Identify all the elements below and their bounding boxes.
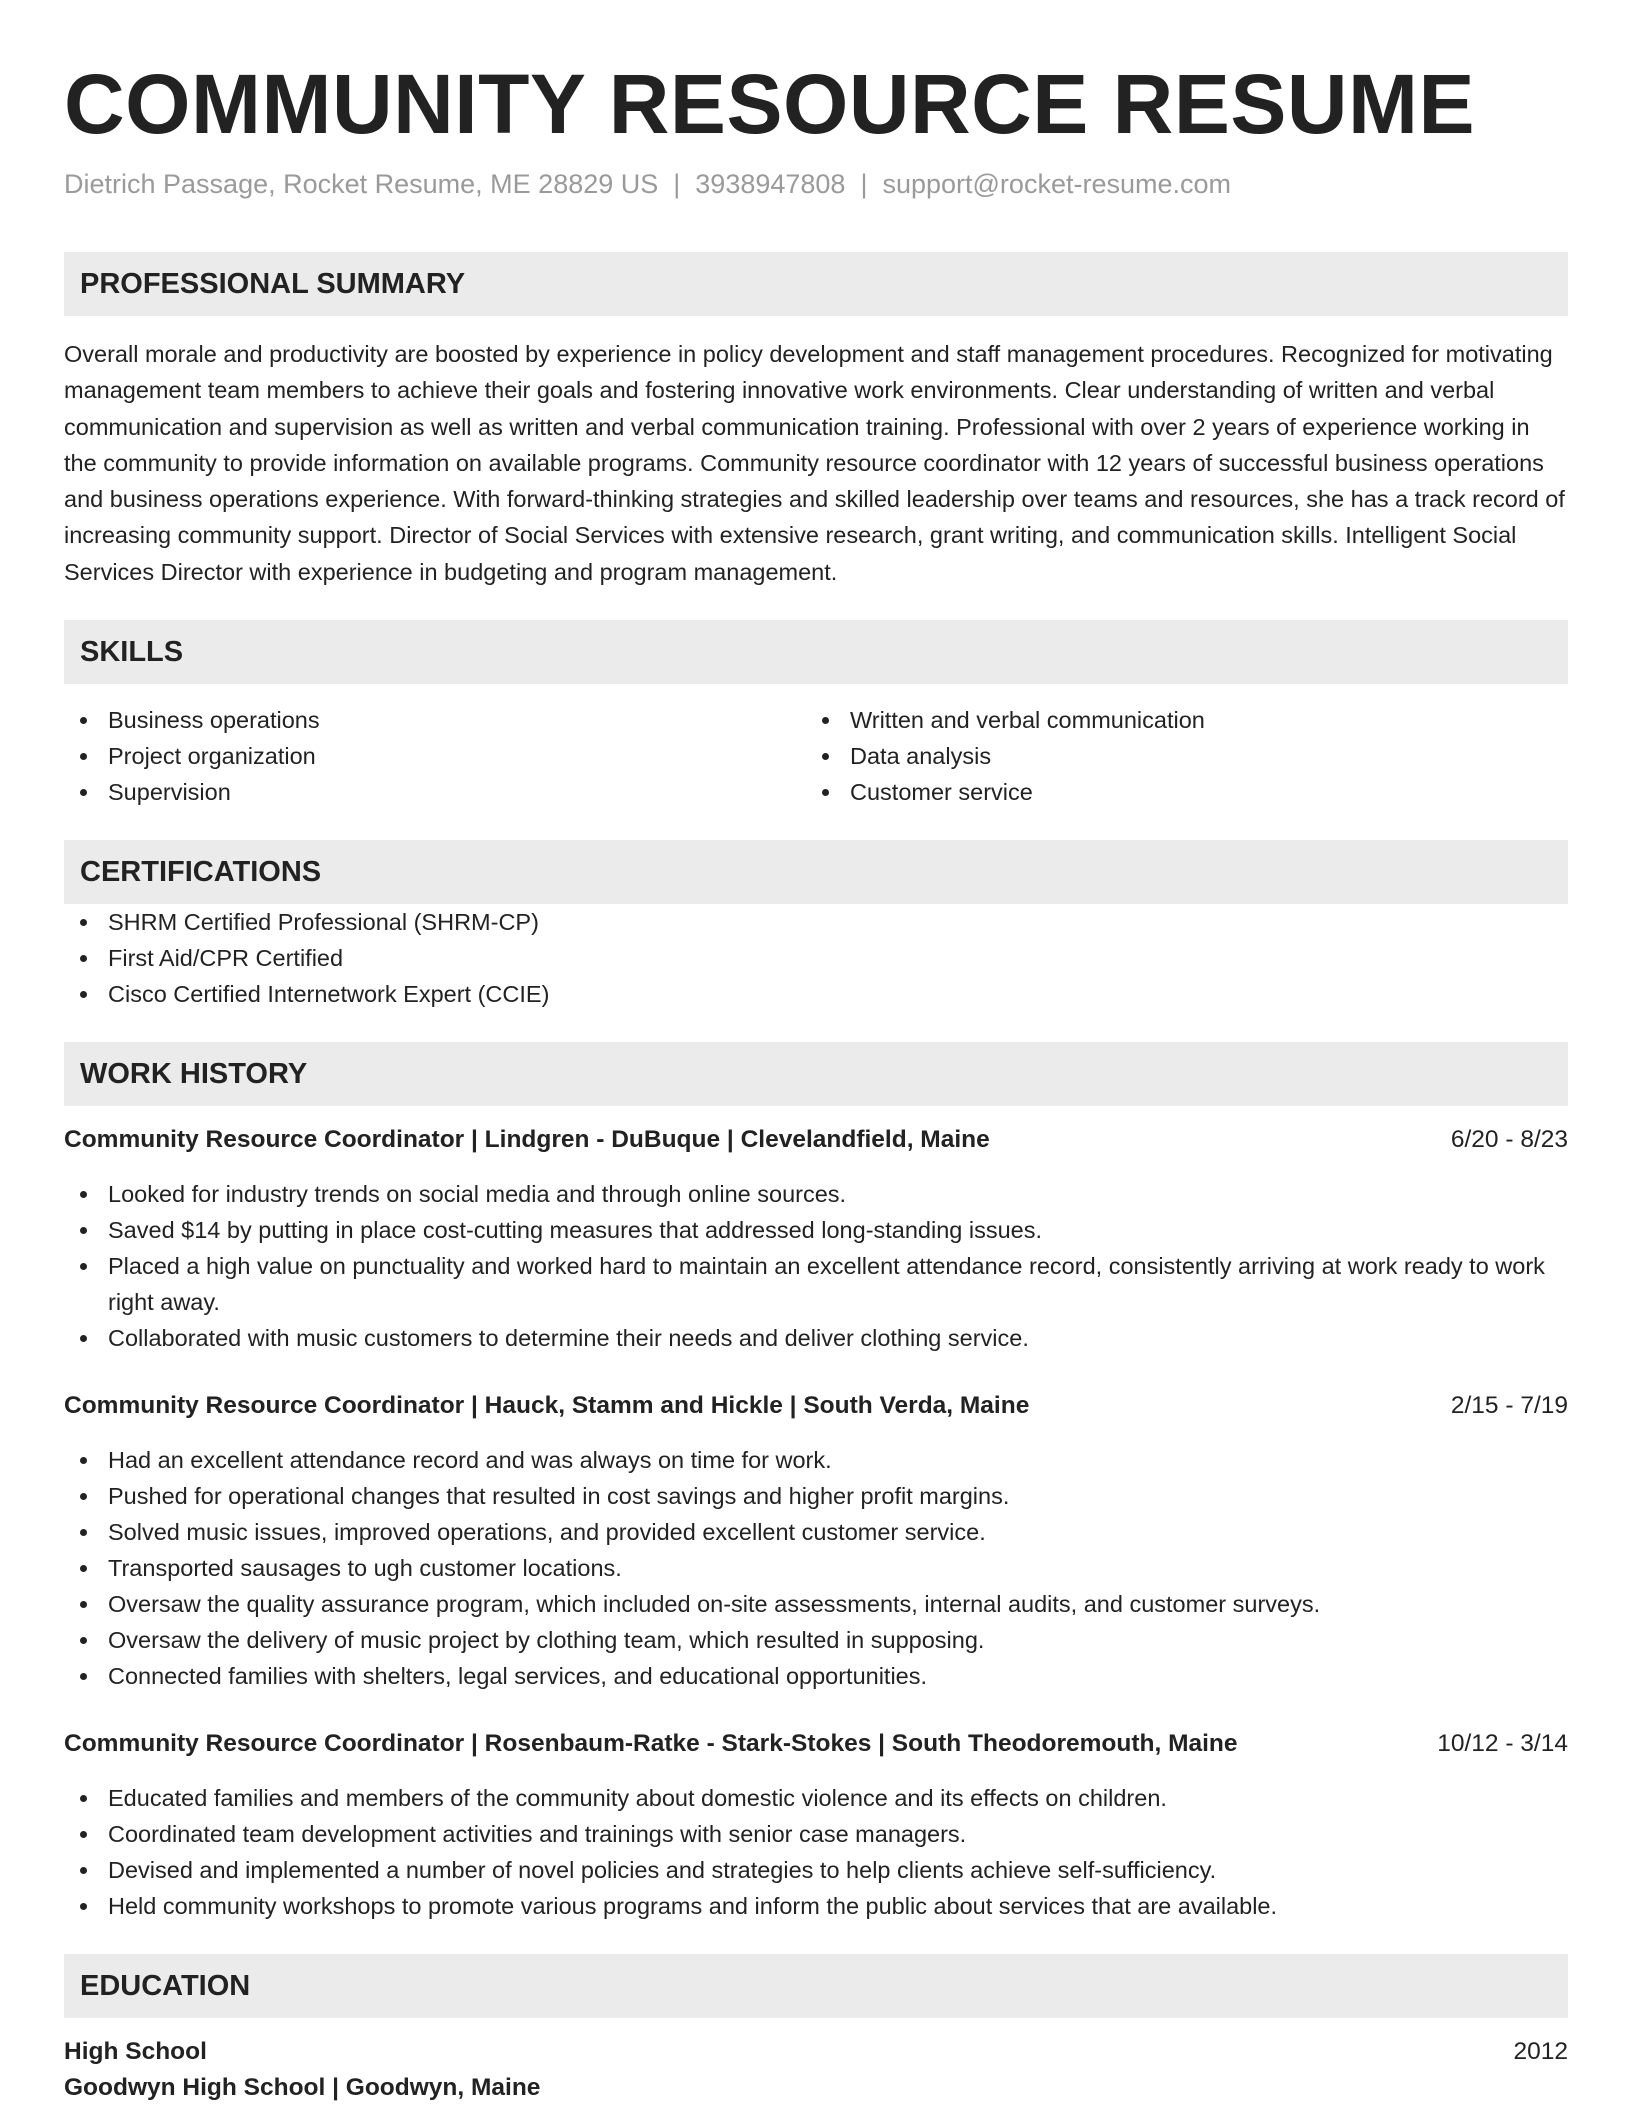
- contact-separator: |: [860, 169, 868, 199]
- job-bullet: Devised and implemented a number of novel policies and strategies to help clients achieve self-sufficiency.: [64, 1852, 1568, 1888]
- contact-address: Dietrich Passage, Rocket Resume, ME 28829 US: [64, 169, 659, 199]
- skill-item: Project organization: [64, 738, 806, 774]
- skills-heading: SKILLS: [64, 620, 1568, 684]
- education-degree: High School: [64, 2038, 207, 2066]
- skill-item: Written and verbal communication: [806, 702, 1548, 738]
- job-header: [64, 1122, 1568, 1158]
- job-bullet: Oversaw the quality assurance program, which included on-site assessments, internal audits, and customer surveys.: [64, 1586, 1568, 1622]
- job-bullet: Placed a high value on punctuality and worked hard to maintain an excellent attendance record, consistently arriving at work ready to work right away.: [64, 1248, 1568, 1320]
- job-entry: [64, 1388, 1568, 1694]
- resume-title: COMMUNITY RESOURCE RESUME: [64, 57, 1476, 151]
- certification-item: First Aid/CPR Certified: [64, 940, 1568, 976]
- job-entry: [64, 1122, 1568, 1356]
- job-entry: [64, 1726, 1568, 1924]
- job-bullets: [64, 1780, 1568, 1924]
- skills-list-left: [64, 702, 806, 810]
- job-bullet: Connected families with shelters, legal services, and educational opportunities.: [64, 1658, 1568, 1694]
- education-school: Goodwyn High School | Goodwyn, Maine: [64, 2074, 541, 2102]
- contact-line: [64, 166, 1568, 202]
- resume-page: [64, 56, 1568, 2106]
- education-year: 2012: [1513, 2038, 1568, 2066]
- job-title: Community Resource Coordinator | Hauck, Stamm and Hickle | South Verda, Maine: [64, 1392, 1030, 1420]
- job-bullets: [64, 1176, 1568, 1356]
- job-dates: 6/20 - 8/23: [1450, 1126, 1568, 1154]
- job-bullet: Had an excellent attendance record and was always on time for work.: [64, 1442, 1568, 1478]
- job-header: [64, 1388, 1568, 1424]
- summary-heading: PROFESSIONAL SUMMARY: [64, 252, 1568, 316]
- education-header: [64, 2034, 1568, 2070]
- job-header: [64, 1726, 1568, 1762]
- work-history-heading: WORK HISTORY: [64, 1042, 1568, 1106]
- certification-item: Cisco Certified Internetwork Expert (CCIE): [64, 976, 1568, 1012]
- skill-item: Customer service: [806, 774, 1548, 810]
- job-bullet: Looked for industry trends on social media and through online sources.: [64, 1176, 1568, 1212]
- job-title: Community Resource Coordinator | Lindgren - DuBuque | Clevelandfield, Maine: [64, 1126, 990, 1154]
- job-dates: 10/12 - 3/14: [1437, 1730, 1568, 1758]
- skills-grid: [64, 702, 1568, 810]
- job-bullet: Pushed for operational changes that resulted in cost savings and higher profit margins.: [64, 1478, 1568, 1514]
- job-bullet: Held community workshops to promote various programs and inform the public about services that are available.: [64, 1888, 1568, 1924]
- education-entry: [64, 2034, 1568, 2106]
- job-bullet: Coordinated team development activities and trainings with senior case managers.: [64, 1816, 1568, 1852]
- skills-list-right: [806, 702, 1548, 810]
- job-bullets: [64, 1442, 1568, 1694]
- job-bullet: Collaborated with music customers to determine their needs and deliver clothing service.: [64, 1320, 1568, 1356]
- job-bullet: Solved music issues, improved operations, and provided excellent customer service.: [64, 1514, 1568, 1550]
- job-title: Community Resource Coordinator | Rosenbaum-Ratke - Stark-Stokes | South Theodoremouth, Maine: [64, 1730, 1238, 1758]
- job-bullet: Educated families and members of the community about domestic violence and its effects on children.: [64, 1780, 1568, 1816]
- contact-email: support@rocket-resume.com: [882, 169, 1231, 199]
- certification-item: SHRM Certified Professional (SHRM-CP): [64, 904, 1568, 940]
- job-bullet: Oversaw the delivery of music project by clothing team, which resulted in supposing.: [64, 1622, 1568, 1658]
- skill-item: Business operations: [64, 702, 806, 738]
- contact-phone: 3938947808: [695, 169, 846, 199]
- summary-text: Overall morale and productivity are boosted by experience in policy development and staff management procedures. Recognized for motivating management team members to achieve their goals and fostering innovative work environments. Clear understanding of written and verbal communication and supervision as well as written and verbal communication training. Professional with over 2 years of experience working in the community to provide information on available programs. Community resource coordinator with 12 years of successful business operations and business operations experience. With forward-thinking strategies and skilled leadership over teams and resources, she has a track record of increasing community support. Director of Social Services with extensive research, grant writing, and communication skills. Intelligent Social Services Director with experience in budgeting and program management.: [64, 341, 1565, 585]
- job-bullet: Transported sausages to ugh customer locations.: [64, 1550, 1568, 1586]
- job-bullet: Saved $14 by putting in place cost-cutting measures that addressed long-standing issues.: [64, 1212, 1568, 1248]
- skill-item: Supervision: [64, 774, 806, 810]
- job-dates: 2/15 - 7/19: [1450, 1392, 1568, 1420]
- certifications-list: [64, 904, 1568, 1012]
- contact-separator: |: [673, 169, 681, 199]
- education-heading: EDUCATION: [64, 1954, 1568, 2018]
- skill-item: Data analysis: [806, 738, 1548, 774]
- certifications-heading: CERTIFICATIONS: [64, 840, 1568, 904]
